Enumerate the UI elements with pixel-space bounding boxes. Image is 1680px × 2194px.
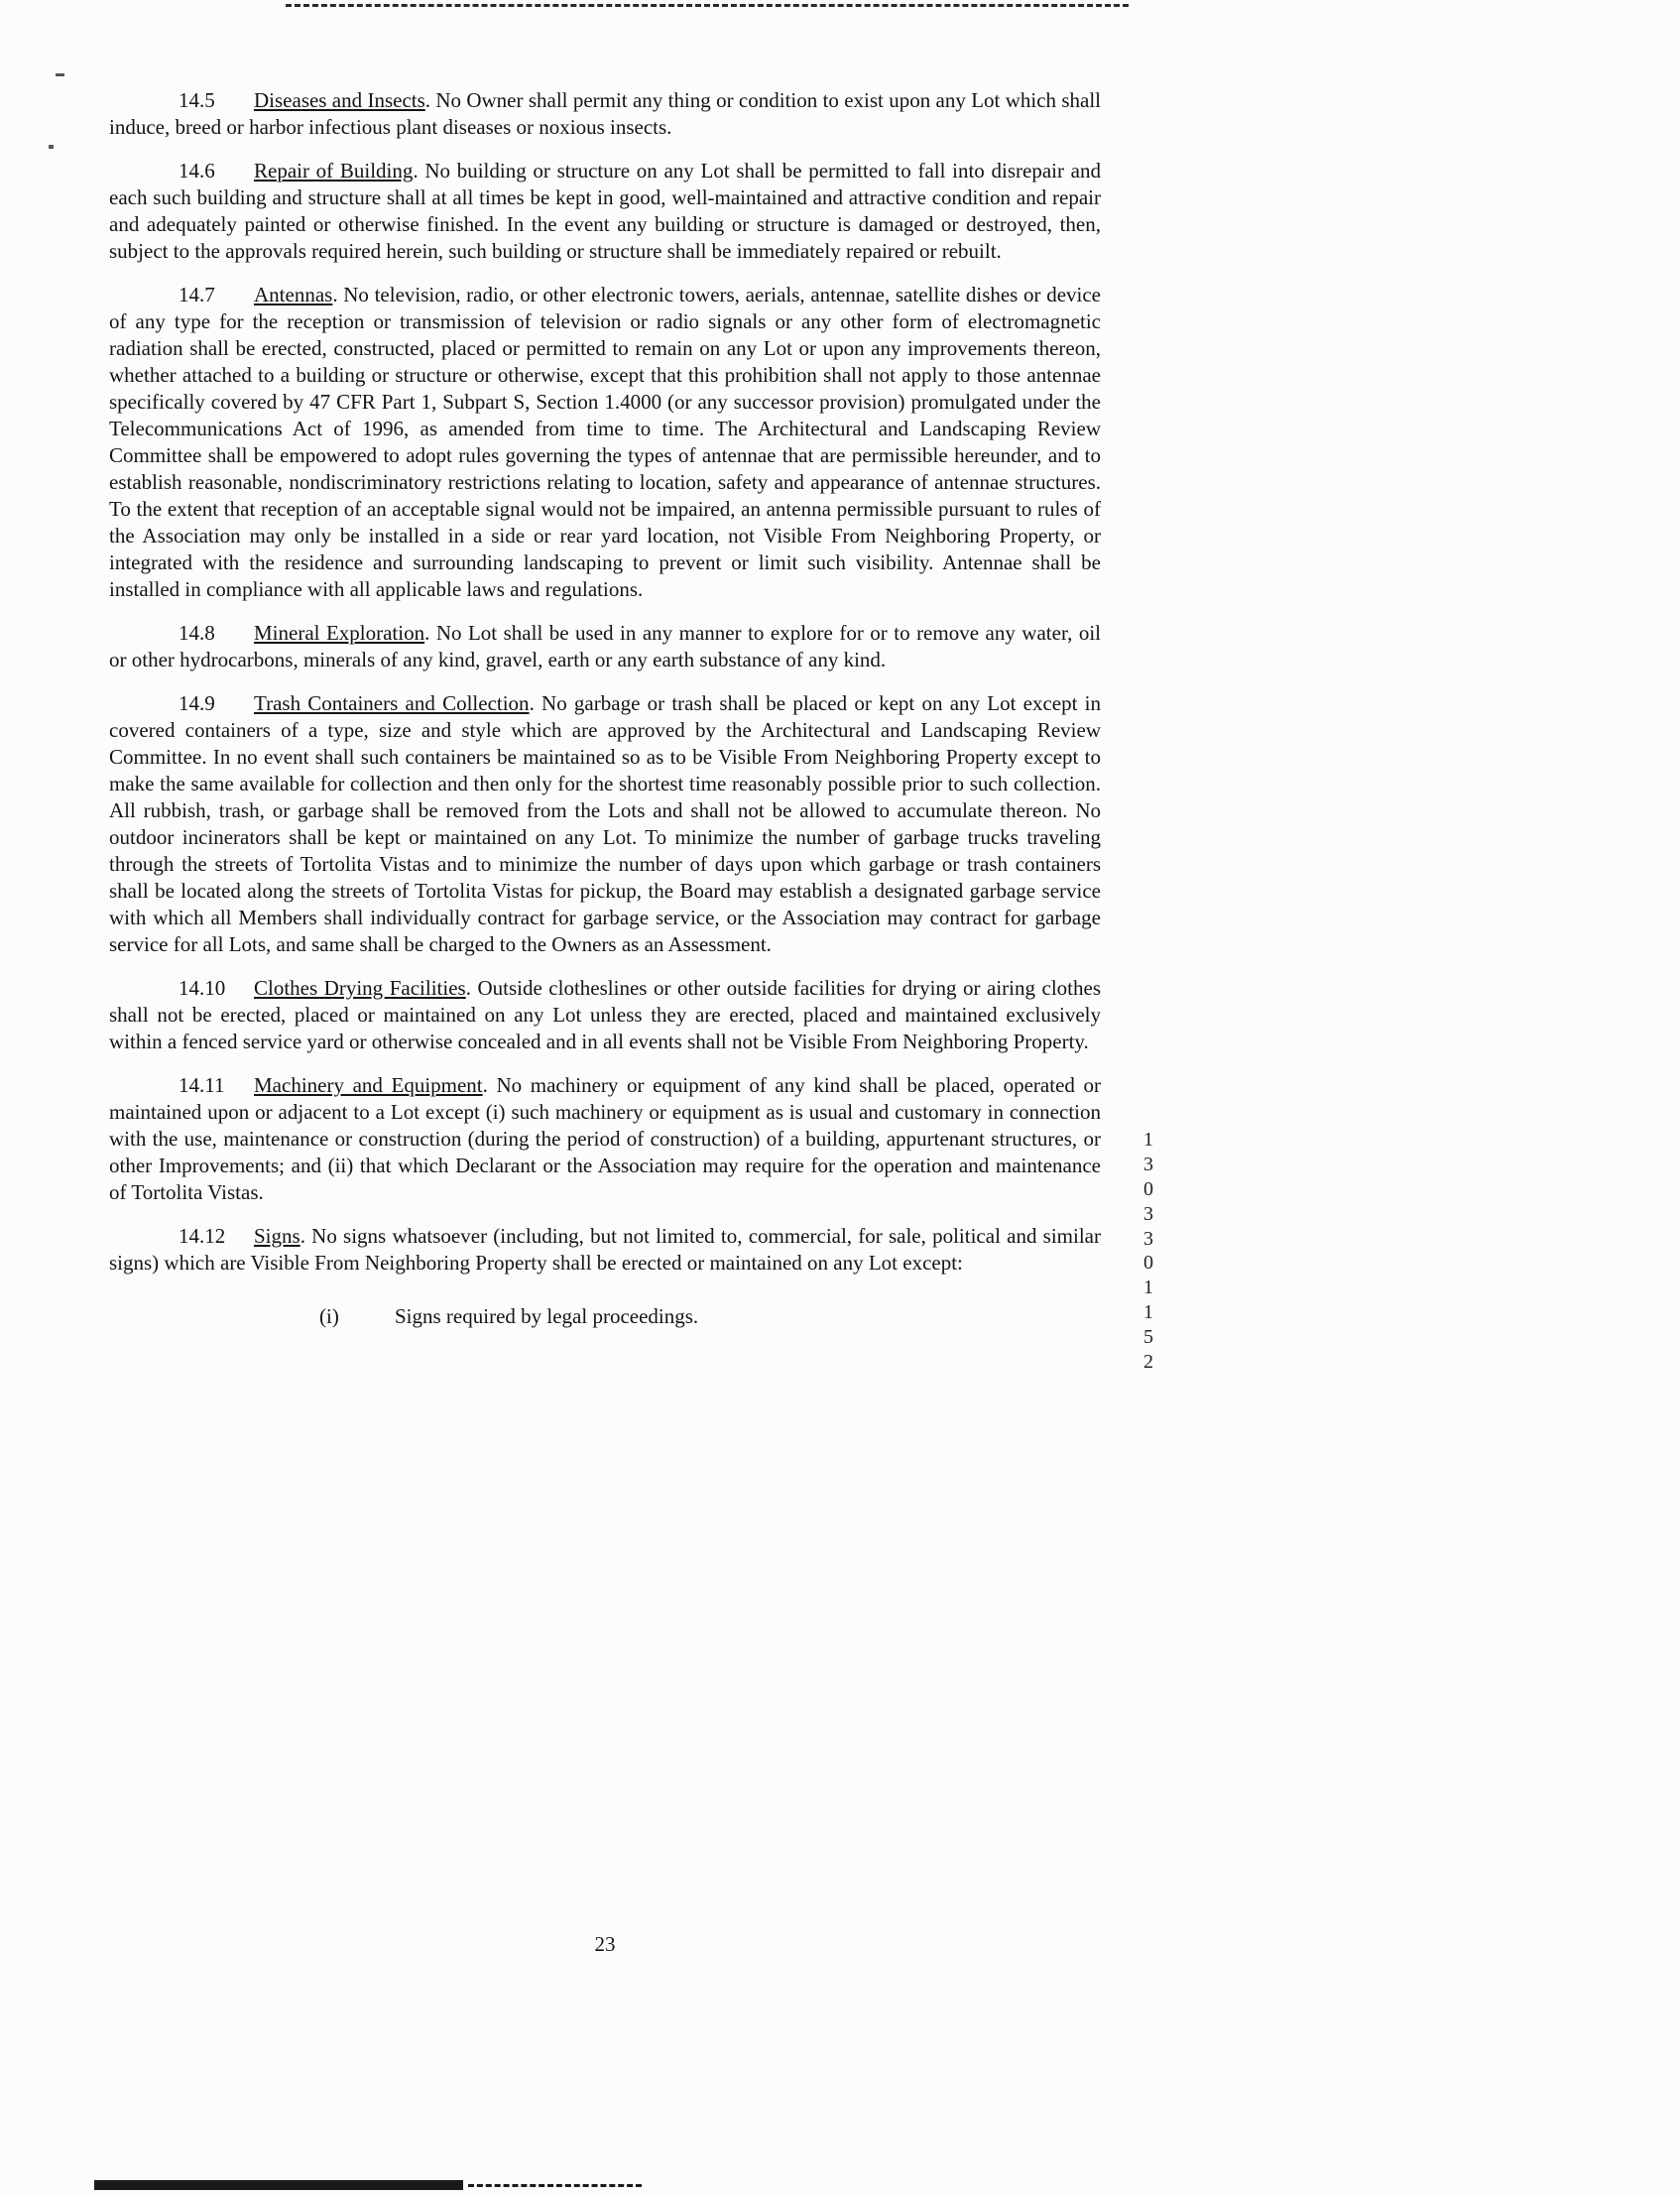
scan-artifact-bottom-dashes xyxy=(468,2184,642,2187)
section-text: . No building or structure on any Lot shall be permitted to fall into disrepair and each such building and structure shall at all times be kept in good, well-maintained and attractive condition and repair and adequately painted or otherwise finished. In the event any building or structure is damaged or destroyed, then, subject to the approvals required herein, such building or structure shall be immediately repaired or rebuilt. xyxy=(109,159,1101,263)
section-number: 14.11 xyxy=(179,1073,225,1097)
section-number: 14.6 xyxy=(179,159,215,183)
section-number: 14.10 xyxy=(179,976,226,1000)
section-heading: Machinery and Equipment xyxy=(254,1073,483,1097)
section-number: 14.12 xyxy=(179,1224,226,1248)
scan-artifact-mark xyxy=(49,145,54,149)
document-body xyxy=(109,87,1101,1330)
section-heading: Repair of Building xyxy=(254,159,414,183)
page-number: 23 xyxy=(594,1932,616,1956)
section-heading: Signs xyxy=(254,1224,300,1248)
section-14-8 xyxy=(109,620,1101,673)
section-text: . No machinery or equipment of any kind shall be placed, operated or maintained upon or adjacent to a Lot except (i) such machinery or equipment as is usual and customary in connection with the use, maintenance or construction (during the period of construction) of a building, appurtenant structures, or other Improvements; and (ii) that which Declarant or the Association may require for the operation and maintenance of Tortolita Vistas. xyxy=(109,1073,1101,1204)
section-14-10 xyxy=(109,975,1101,1055)
section-14-12 xyxy=(109,1223,1101,1277)
margin-recording-stamp-line1: 13033 xyxy=(1138,1129,1159,1253)
section-heading: Antennas xyxy=(254,283,333,306)
section-heading: Diseases and Insects xyxy=(254,88,425,112)
scan-artifact-top-dashes xyxy=(286,4,1129,7)
section-number: 14.5 xyxy=(179,88,215,112)
section-14-5 xyxy=(109,87,1101,141)
scan-artifact-mark xyxy=(56,73,64,76)
margin-recording-stamp-line2: 01152 xyxy=(1138,1252,1159,1376)
list-item-label: (i) xyxy=(319,1304,339,1328)
section-heading: Clothes Drying Facilities xyxy=(254,976,466,1000)
section-number: 14.9 xyxy=(179,691,215,715)
section-text: . No Owner shall permit any thing or condition to exist upon any Lot which shall induce, breed or harbor infectious plant diseases or noxious insects. xyxy=(109,88,1101,139)
section-heading: Mineral Exploration xyxy=(254,621,425,645)
section-text: . No signs whatsoever (including, but not limited to, commercial, for sale, political and similar signs) which are Visible From Neighboring Property shall be erected or maintained on any Lot except: xyxy=(109,1224,1101,1275)
section-number: 14.8 xyxy=(179,621,215,645)
section-text: . No television, radio, or other electronic towers, aerials, antennae, satellite dishes or device of any type for the reception or transmission of television or radio signals or any other form of electromagnetic radiation shall be erected, constructed, placed or permitted to remain on any Lot or upon any improvements thereon, whether attached to a building or structure or otherwise, except that this prohibition shall not apply to those antennae specifically covered by 47 CFR Part 1, Subpart S, Section 1.4000 (or any successor provision) promulgated under the Telecommunications Act of 1996, as amended from time to time. The Architectural and Landscaping Review Committee shall be empowered to adopt rules governing the types of antennae that are permissible hereunder, and to establish reasonable, nondiscriminatory restrictions relating to location, safety and appearance of antennae structures. To the extent that reception of an acceptable signal would not be impaired, an antenna permissible pursuant to rules of the Association may only be installed in a side or rear yard location, not Visible From Neighboring Property, or integrated with the residence and surrounding landscaping to prevent or limit such visibility. Antennae shall be installed in compliance with all applicable laws and regulations. xyxy=(109,283,1101,601)
section-14-11 xyxy=(109,1072,1101,1206)
list-item-i xyxy=(319,1303,1101,1330)
section-text: . Outside clotheslines or other outside facilities for drying or airing clothes shall not be erected, placed or maintained on any Lot unless they are erected, placed and maintained exclusively within a fenced service yard or otherwise concealed and in all events shall not be Visible From Neighboring Property. xyxy=(109,976,1101,1053)
section-14-6 xyxy=(109,158,1101,265)
section-number: 14.7 xyxy=(179,283,215,306)
section-heading: Trash Containers and Collection xyxy=(254,691,530,715)
section-text: . No Lot shall be used in any manner to explore for or to remove any water, oil or other hydrocarbons, minerals of any kind, gravel, earth or any earth substance of any kind. xyxy=(109,621,1101,671)
list-item-text: Signs required by legal proceedings. xyxy=(395,1304,699,1328)
scan-artifact-bottom-bar xyxy=(94,2180,463,2190)
section-14-7 xyxy=(109,282,1101,603)
section-14-9 xyxy=(109,690,1101,958)
section-text: . No garbage or trash shall be placed or kept on any Lot except in covered containers of a type, size and style which are approved by the Architectural and Landscaping Review Committee. In no event shall such containers be maintained so as to be Visible From Neighboring Property except to make the same available for collection and then only for the shortest time reasonably possible prior to such collection. All rubbish, trash, or garbage shall be removed from the Lots and shall not be allowed to accumulate thereon. No outdoor incinerators shall be kept or maintained on any Lot. To minimize the number of garbage trucks traveling through the streets of Tortolita Vistas and to minimize the number of days upon which garbage or trash containers shall be located along the streets of Tortolita Vistas for pickup, the Board may establish a designated garbage service with which all Members shall individually contract for garbage service, or the Association may contract for garbage service for all Lots, and same shall be charged to the Owners as an Assessment. xyxy=(109,691,1101,956)
